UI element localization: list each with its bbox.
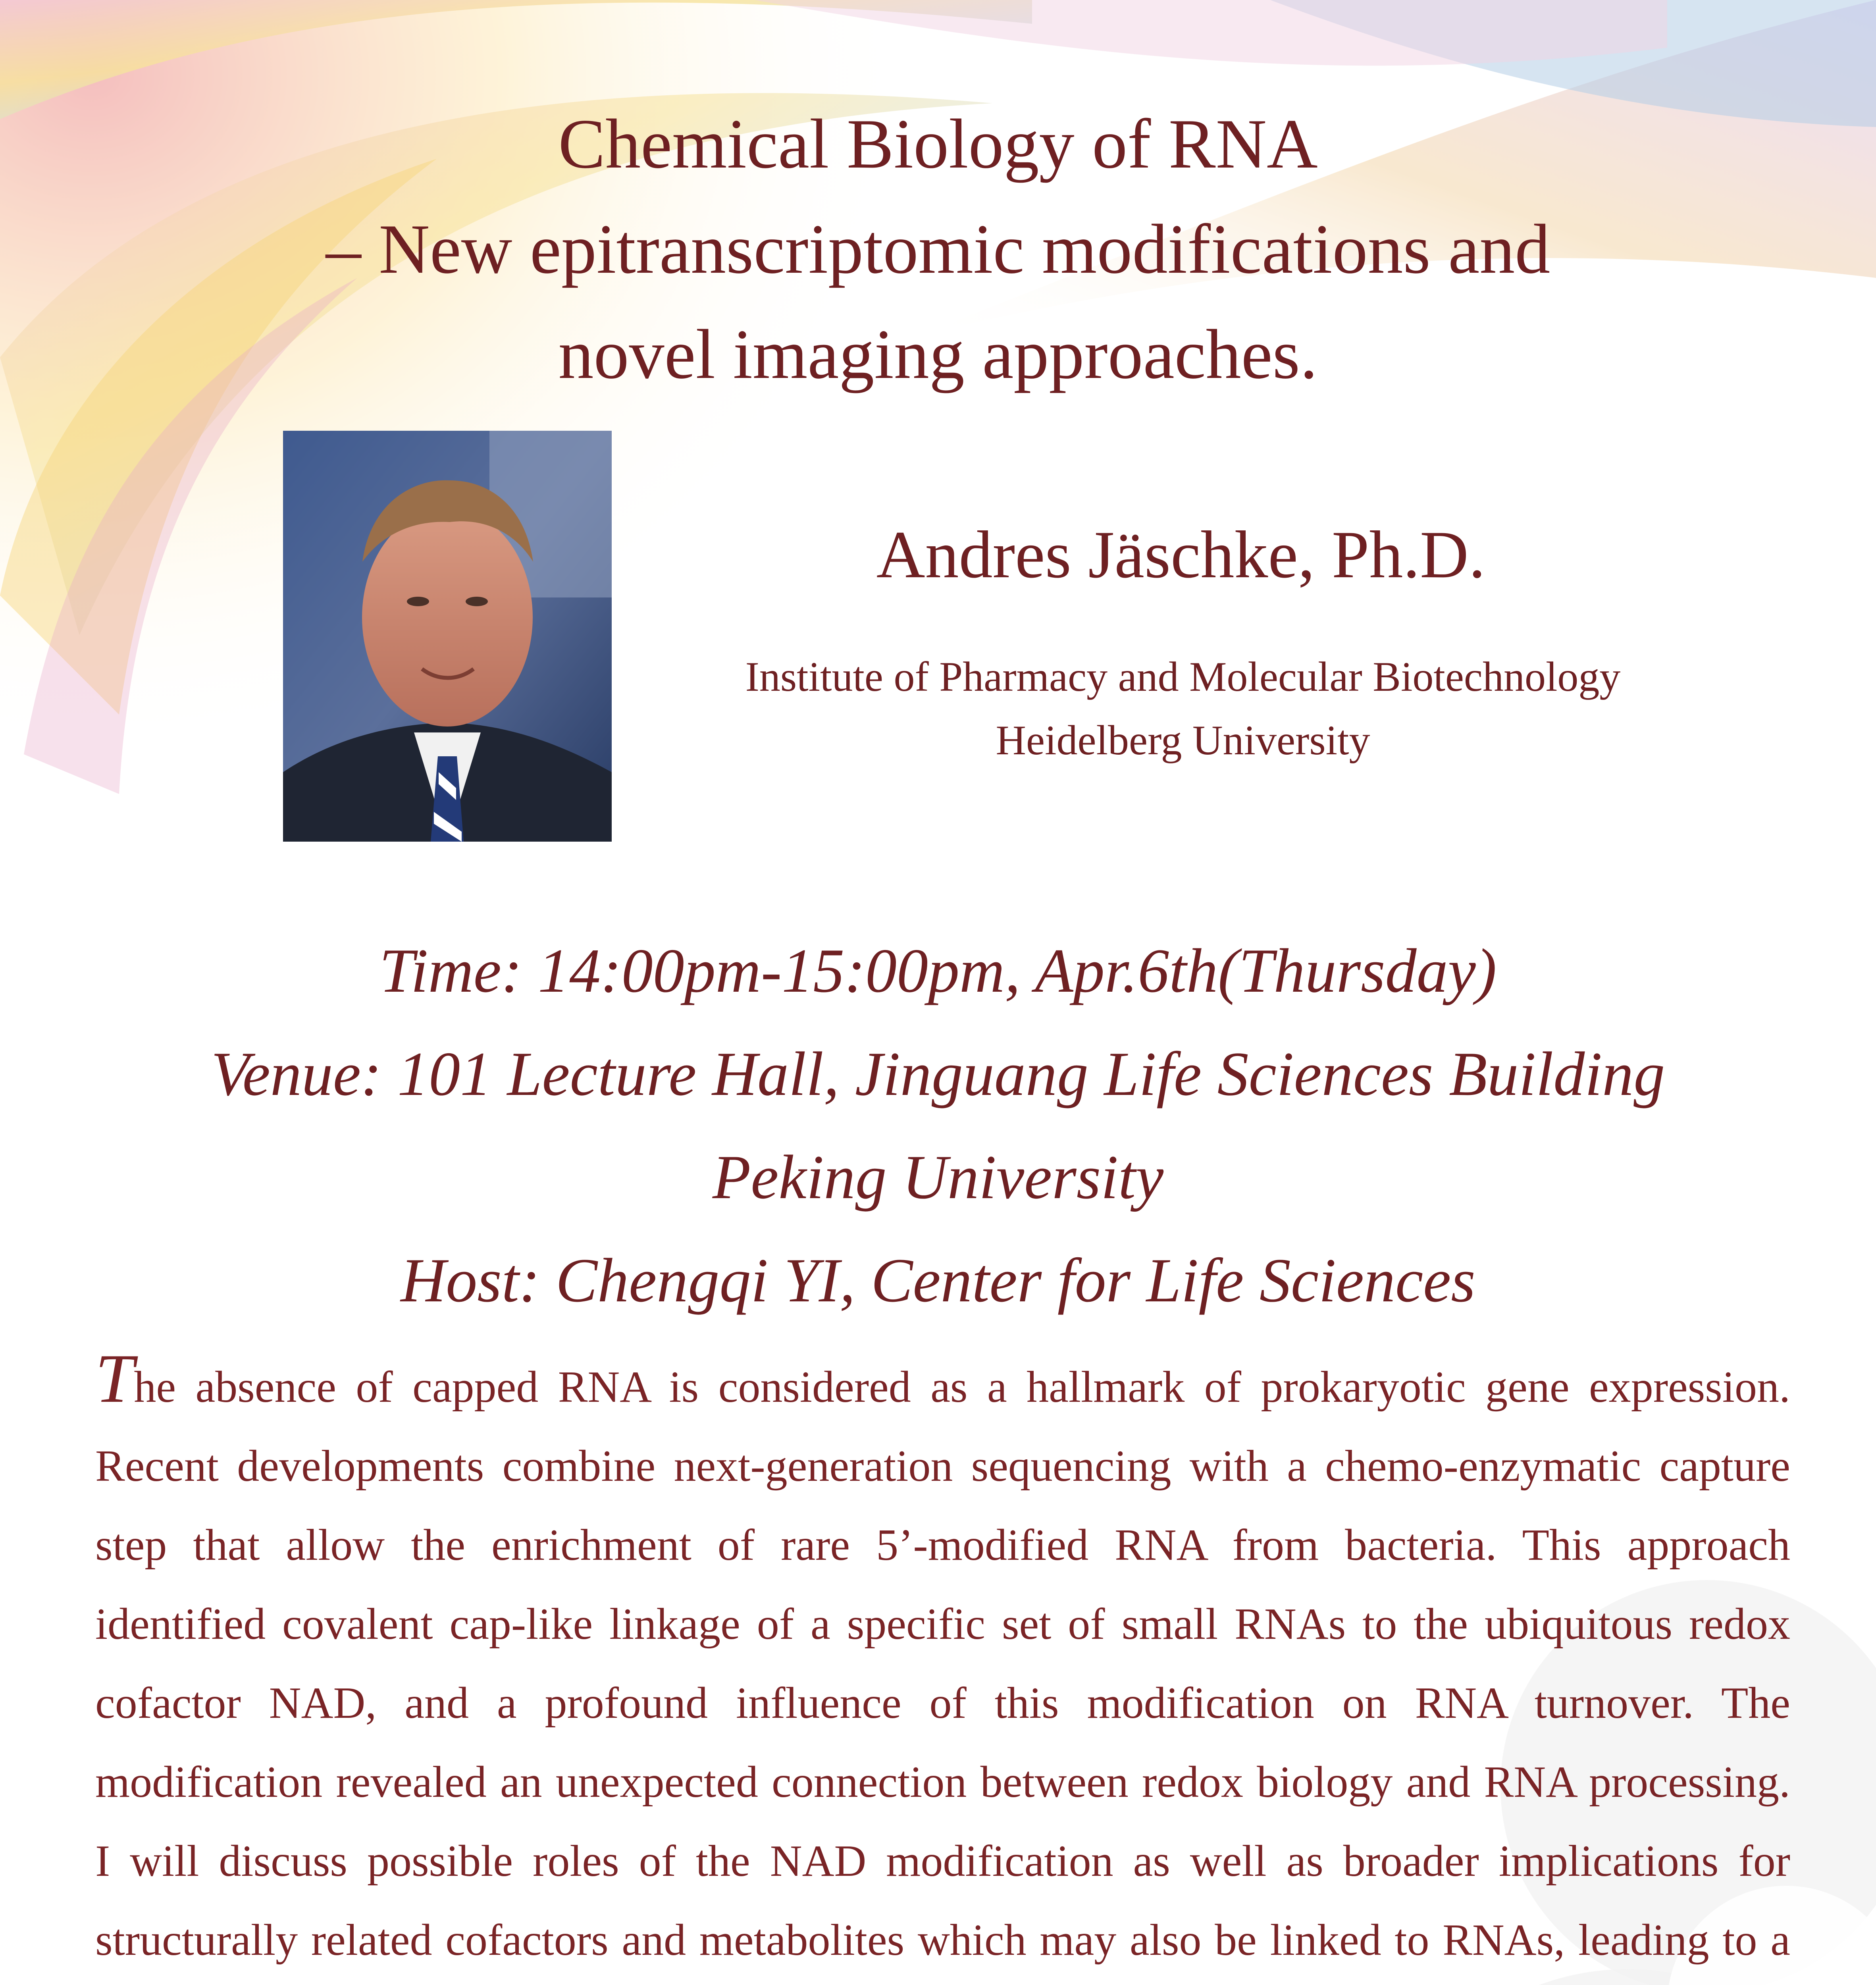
speaker-affiliation <box>675 645 1691 772</box>
abstract-paragraph-1-text: he absence of capped RNA is considered as a hallmark of prokaryotic gene expression. Recent developments combine next-generation sequencing with a chemo-enzymatic capture step that allow the enrichment of rare 5’-modified RNA from bacteria. This approach identified covalent cap-like linkage of a specific set of small RNAs to the ubiquitous redox cofactor NAD, and a profound influence of this modification on RNA turnover. The modification revealed an unexpected connection between redox biology and RNA processing. I will discuss possible roles of the NAD modification as well as broader implications for structurally related cofactors and metabolites which may also be linked to RNAs, leading to a <box>95 1363 1790 1965</box>
affiliation-line-2: Heidelberg University <box>996 717 1370 763</box>
event-time: Time: 14:00pm-15:00pm, Apr.6th(Thursday) <box>379 936 1497 1006</box>
speaker-name: Andres Jäschke, Ph.D. <box>876 517 1486 592</box>
title-line-1: Chemical Biology of RNA <box>558 104 1318 183</box>
abstract <box>95 1340 1790 1985</box>
event-venue-university: Peking University <box>712 1143 1164 1212</box>
title-line-2: – New epitranscriptomic modifications and <box>326 210 1550 288</box>
speaker-photo <box>283 431 612 842</box>
event-host: Host: Chengqi YI, Center for Life Sciences <box>401 1246 1475 1315</box>
abstract-dropcap: T <box>95 1340 134 1417</box>
talk-title <box>0 91 1876 407</box>
affiliation-line-1: Institute of Pharmacy and Molecular Biotechnology <box>745 653 1621 700</box>
abstract-paragraph-1 <box>95 1340 1790 1985</box>
event-venue: Venue: 101 Lecture Hall, Jinguang Life Sciences Building <box>211 1039 1665 1109</box>
title-line-3: novel imaging approaches. <box>558 315 1318 393</box>
